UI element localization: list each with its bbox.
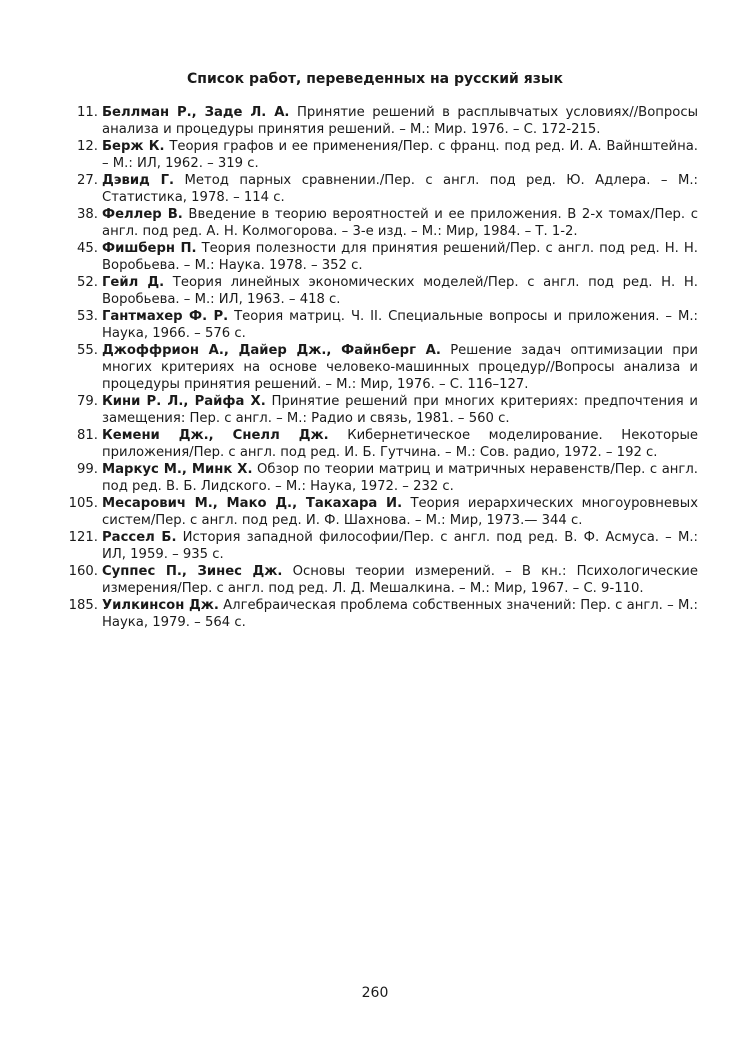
reference-authors: Месарович М., Мако Д., Такахара И. <box>102 496 403 511</box>
reference-authors: Суппес П., Зинес Дж. <box>102 564 283 579</box>
reference-text: Принятие решений в расплывчатых условиях//Вопросы анализа и процедуры принятия решений. – М.: Мир. 1976. – С. 172-215. <box>102 105 698 137</box>
reference-text: Теория полезности для принятия решений/Пер. с англ. под ред. Н. Н. Воробьева. – М.: Наука. 1978. – 352 с. <box>102 241 699 273</box>
reference-item <box>72 206 698 240</box>
reference-number: 53. <box>77 309 98 324</box>
reference-text: Теория иерархических многоуровневых систем/Пер. с англ. под ред. И. Ф. Шахнова. – М.: Мир, 1973.— 344 с. <box>102 496 698 528</box>
reference-number: 79. <box>77 394 98 409</box>
reference-text: Принятие решений при многих критериях: предпочтения и замещения: Пер. с англ. – М.: Радио и связь, 1981. – 560 с. <box>102 394 698 426</box>
reference-number: 38. <box>77 207 98 222</box>
reference-number: 52. <box>77 275 98 290</box>
reference-item <box>68 495 698 529</box>
reference-text: Теория графов и ее применения/Пер. с франц. под ред. И. А. Вайнштейна. – М.: ИЛ, 1962. – 319 с. <box>102 139 698 171</box>
reference-number: 27. <box>77 173 98 188</box>
reference-item <box>72 274 698 308</box>
reference-number: 45. <box>77 241 98 256</box>
reference-authors: Уилкинсон Дж. <box>102 598 219 613</box>
reference-item <box>72 138 698 172</box>
reference-item <box>72 393 698 427</box>
reference-authors: Гейл Д. <box>102 275 165 290</box>
reference-number: 12. <box>77 139 98 154</box>
reference-authors: Рассел Б. <box>102 530 177 545</box>
reference-number: 99. <box>77 462 98 477</box>
reference-item <box>72 104 698 138</box>
reference-text: Кибернетическое моделирование. Некоторые приложения/Пер. с англ. под ред. И. Б. Гутчина. – М.: Сов. радио, 1972. – 192 с. <box>102 428 698 460</box>
reference-authors: Джоффрион А., Дайер Дж., Файнберг А. <box>102 343 441 358</box>
reference-item <box>68 529 698 563</box>
reference-number: 160. <box>68 564 98 579</box>
page-title: Список работ, переведенных на русский язык <box>187 71 563 87</box>
reference-item <box>72 172 698 206</box>
reference-authors: Гантмахер Ф. Р. <box>102 309 229 324</box>
reference-authors: Феллер В. <box>102 207 183 222</box>
reference-item <box>72 427 698 461</box>
reference-authors: Кемени Дж., Снелл Дж. <box>102 428 329 443</box>
reference-number: 121. <box>68 530 98 545</box>
reference-text: Метод парных сравнении./Пер. с англ. под ред. Ю. Адлера. – М.: Статистика, 1978. – 114 с. <box>102 173 698 205</box>
reference-text: Теория линейных экономических моделей/Пер. с англ. под ред. Н. Н. Воробьева. – М.: ИЛ, 1963. – 418 с. <box>102 275 698 307</box>
reference-text: История западной философии/Пер. с англ. под ред. В. Ф. Асмуса. – М.: ИЛ, 1959. – 935 с. <box>102 530 698 562</box>
reference-number: 11. <box>77 105 98 120</box>
reference-authors: Маркус М., Минк Х. <box>102 462 253 477</box>
reference-text: Теория матриц. Ч. II. Специальные вопросы и приложения. – М.: Наука, 1966. – 576 с. <box>102 309 698 341</box>
reference-number: 105. <box>68 496 98 511</box>
reference-item <box>68 597 698 631</box>
reference-item <box>72 240 698 274</box>
reference-number: 81. <box>77 428 98 443</box>
page-number: 260 <box>361 985 389 1001</box>
reference-list <box>68 104 699 631</box>
reference-authors: Дэвид Г. <box>102 173 175 188</box>
reference-authors: Кини Р. Л., Райфа Х. <box>102 394 266 409</box>
reference-text: Обзор по теории матриц и матричных неравенств/Пер. с англ. под ред. В. Б. Лидского. – М.: Наука, 1972. – 232 с. <box>102 462 698 494</box>
reference-item <box>68 563 698 597</box>
reference-text: Алгебраическая проблема собственных значений: Пер. с англ. – М.: Наука, 1979. – 564 с. <box>102 598 698 630</box>
reference-text: Решение задач оптимизации при многих критериях на основе человеко-машинных процедур//Вопросы анализа и процедуры принятия решений. – М.: Мир, 1976. – С. 116–127. <box>102 343 698 392</box>
reference-authors: Берж К. <box>102 139 165 154</box>
reference-text: Основы теории измерений. – В кн.: Психологические измерения/Пер. с англ. под ред. Л. Д. Мешалкина. – М.: Мир, 1967. – С. 9-110. <box>102 564 698 596</box>
reference-number: 55. <box>77 343 98 358</box>
reference-authors: Фишберн П. <box>102 241 197 256</box>
reference-item <box>72 461 698 495</box>
reference-number: 185. <box>68 598 98 613</box>
reference-authors: Беллман Р., Заде Л. А. <box>102 105 290 120</box>
reference-item <box>72 308 698 342</box>
reference-item <box>72 342 698 393</box>
reference-text: Введение в теорию вероятностей и ее приложения. В 2-х томах/Пер. с англ. под ред. А. Н. Колмогорова. – 3-е изд. – М.: Мир, 1984. – Т. 1-2. <box>102 207 698 239</box>
